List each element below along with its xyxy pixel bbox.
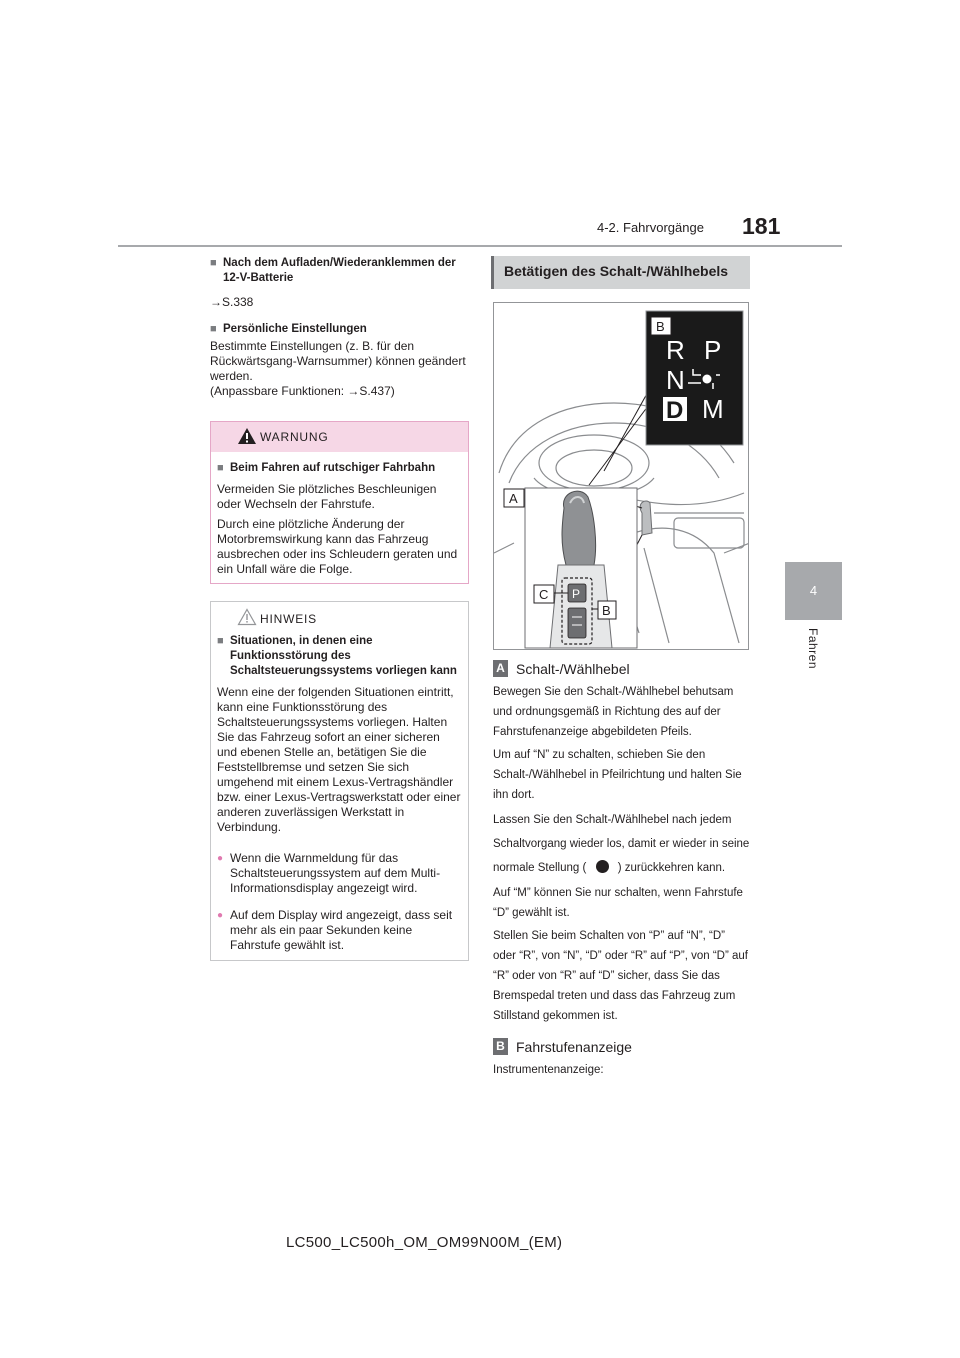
paragraph-part: ) zurückkehren kann. (617, 862, 726, 874)
cockpit-drawing (494, 303, 749, 650)
gear-p: P (704, 335, 722, 365)
tag-b: B (493, 1038, 508, 1055)
figure-label-b-lower: B (602, 603, 611, 618)
paragraph-part: Lassen Sie den Schalt-/Wählhebel nach jedem Schaltvorgang wieder los, damit er wieder in seine normale Stellung ( (493, 814, 750, 874)
item-a-title: Schalt-/Wählhebel (516, 660, 630, 677)
notice-header (211, 602, 468, 634)
home-position-dot-icon (596, 860, 609, 873)
tag-a: A (493, 660, 508, 677)
paragraph: Auf “M” können Sie nur schalten, wenn Fahrstufe “D” gewählt ist. (493, 887, 743, 919)
notice-title: HINWEIS (260, 612, 317, 626)
gear-r: R (666, 335, 685, 365)
paragraph: (Anpassbare Funktionen: →S.437) (210, 384, 395, 398)
caution-icon (237, 608, 257, 626)
paragraph: Durch eine plötzliche Änderung der Motorbremswirkung kann das Fahrzeug ausbrechen oder ins Schleudern geraten und ein Unfall wäre die Folge. (217, 517, 458, 576)
left-column (210, 256, 470, 399)
header-rule (118, 245, 842, 247)
notice-box (210, 601, 469, 961)
figure-label-c: C (539, 587, 549, 602)
bullet-item: ● Wenn die Warnmeldung für das Schaltsteuerungssystem auf dem Multi-Informationsdisplay angezeigt wird. (217, 851, 462, 896)
footer-doc-id: LC500_LC500h_OM_OM99N00M_(EM) (286, 1234, 563, 1251)
gear-d: D (666, 397, 684, 424)
paragraph (493, 808, 751, 880)
paragraph: Um auf “N” zu schalten, schieben Sie den Schalt-/Wählhebel in Pfeilrichtung und halten Sie ihn dort. (493, 749, 742, 801)
section-heading: ■ Persönliche Einstellungen (210, 322, 470, 337)
item-b-title: Fahrstufenanzeige (516, 1038, 632, 1055)
figure-label-b: B (656, 319, 665, 334)
right-column-text (493, 660, 751, 1080)
page-number: 181 (742, 213, 781, 239)
item-b-heading (493, 1038, 751, 1055)
section-label: 4-2. Fahrvorgänge (597, 220, 704, 235)
warning-icon (237, 427, 257, 445)
chapter-label: Fahren (806, 628, 820, 670)
section-heading: ■ Nach dem Aufladen/Wiederanklemmen der 12-V-Batterie (210, 256, 470, 286)
paragraph: Wenn eine der folgenden Situationen eintritt, kann eine Funktionsstörung des Schaltsteuerungssystems vorliegen. Halten Sie das Fahrzeug sofort an einer sicheren und ebenen Stelle an, betätigen Sie die Feststellbremse und setzen Sie sich umgehend mit einem Lexus-Vertragshändler bzw. einer Lexus-Vertragswerkstatt oder einer anderen zuverlässigen Werkstatt in Verbindung. (217, 685, 461, 834)
paragraph: Bestimmte Einstellungen (z. B. für den Rückwärtsgang-Warnsummer) können geändert werden. (210, 339, 466, 383)
park-button-label: P (572, 587, 581, 601)
neutral-home-dot (703, 375, 712, 384)
figure-label-a: A (509, 491, 518, 506)
paragraph: Vermeiden Sie plötzliches Beschleunigen oder Wechseln der Fahrstufe. (217, 482, 437, 511)
section-heading-bar: Betätigen des Schalt-/Wählhebels (491, 256, 750, 289)
warning-header (211, 422, 468, 452)
warning-title: WARNUNG (260, 430, 329, 444)
gear-n: N (666, 365, 685, 395)
gear-m: M (702, 394, 724, 424)
paragraph: Stellen Sie beim Schalten von “P” auf “N”, “D” oder “R”, von “N”, “D” oder “R” auf “P”, von “D” auf “R” oder von “R” auf “D” sicher, dass Sie das Bremspedal treten und dass das Fahrzeug zum Stillstand gekommen ist. (493, 930, 748, 1022)
warning-heading: ■ Beim Fahren auf rutschiger Fahrbahn (217, 461, 462, 476)
shift-lever-illustration (493, 302, 749, 650)
paragraph: Bewegen Sie den Schalt-/Wählhebel behutsam und ordnungsgemäß in Richtung des auf der Fahrstufenanzeige abgebildeten Pfeils. (493, 686, 734, 738)
bullet-item: ● Auf dem Display wird angezeigt, dass seit mehr als ein paar Sekunden keine Fahrstufe gewählt ist. (217, 908, 462, 953)
item-a-heading (493, 660, 751, 677)
chapter-tab: 4 (785, 562, 842, 620)
notice-heading: ■ Situationen, in denen eine Funktionsstörung des Schaltsteuerungssystems vorliegen kann (217, 634, 462, 679)
page-reference: →S.338 (210, 295, 254, 309)
paragraph: Instrumentenanzeige: (493, 1064, 604, 1076)
warning-box (210, 421, 469, 584)
